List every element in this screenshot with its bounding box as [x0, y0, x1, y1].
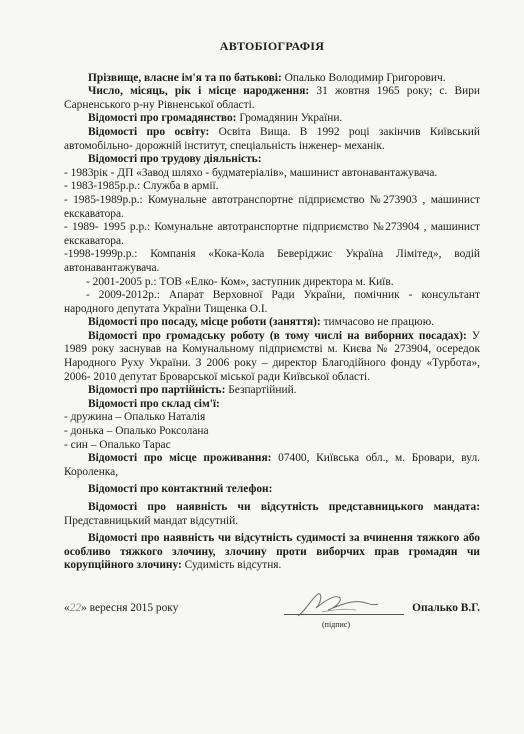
residence-line	[64, 452, 480, 479]
work-label: Відомості про трудову діяльність:	[88, 153, 262, 166]
position-line	[64, 316, 480, 330]
education-value: Освіта Вища. В 1992 році закінчив Київський автомобільно- дорожній інститут, спеціальність інженер- механік.	[64, 125, 480, 152]
public-work-value: У 1989 року заснував на Комунальному підприємстві м. Києва № 273904, осередок Народного Руху України. З 2006 року – директор Благодійного фонду «Турбота», 2006- 2010 депутат Броварської міської ради Київської області.	[64, 329, 480, 383]
signature-block	[64, 596, 480, 632]
position-label: Відомості про посаду, місце роботи (заняття):	[88, 316, 321, 329]
document-title: АВТОБІОГРАФІЯ	[219, 39, 325, 53]
birth-value: 31 жовтня 1965 року; с. Вири Сарненського р-ну Рівненської області.	[64, 85, 480, 111]
work-item: - 1983-1985р.р.: Служба в армії.	[64, 180, 219, 193]
date-rest: » вересня 2015 року	[81, 602, 179, 614]
family-item: - син – Опалько Тарас	[64, 438, 171, 451]
family-heading	[64, 398, 480, 412]
citizenship-value: Громадянин України.	[236, 112, 343, 125]
party-value: Безпартійний.	[225, 384, 297, 397]
party-line	[64, 384, 480, 398]
mandate-label: Відомості про наявність чи відсутність представницького мандата:	[88, 501, 480, 513]
residence-value: 07400, Київська обл., м. Бровари, вул. Короленка,	[64, 452, 480, 478]
date-open: «	[64, 602, 70, 614]
name-line	[64, 72, 480, 86]
mandate-value: Представницький мандат відсутній.	[64, 514, 239, 527]
family-label: Відомості про склад сім'ї:	[88, 397, 220, 410]
citizenship-label: Відомості про громадянство:	[88, 112, 237, 125]
position-value: тимчасово не працюю.	[320, 316, 435, 329]
work-heading	[64, 153, 480, 167]
birth-line	[64, 85, 480, 112]
mandate-line	[64, 501, 480, 528]
phone-line	[64, 483, 480, 497]
family-item: - донька – Опалько Роксолана	[64, 425, 209, 438]
party-label: Відомості про партійність:	[88, 384, 226, 397]
work-item: -1998-1999р.р.: Компанія «Кока-Кола Беверіджис Україна Лімітед», водій автонавантажувача.	[64, 248, 480, 274]
name-label: Прізвище, власне ім'я та по батькові:	[88, 71, 282, 84]
signature-caption: (підпис)	[322, 620, 351, 629]
work-item: - 2009-2012р.: Апарат Верховної Ради України, помічник - консультант народного депутата України Тищенка О.І.	[64, 289, 480, 315]
family-item: - дружина – Опалько Наталія	[64, 411, 206, 424]
handwritten-signature-icon	[292, 590, 382, 620]
conviction-value: Судимість відсутня.	[181, 559, 282, 572]
work-item: - 1985-1989р.р.: Комунальне автотранспортне підприємство №273903 , машинист екскаватора.	[64, 193, 480, 220]
work-item: - 2001-2005 р.: ТОВ «Елко- Ком», заступник директора м. Київ.	[86, 275, 394, 288]
residence-label: Відомості про місце проживання:	[88, 452, 272, 465]
work-item: - 1983рік - ДП «Завод шляхо - будматеріалів», машинист автонавантажувача.	[64, 166, 438, 179]
citizenship-line	[64, 112, 480, 126]
signer-name: Опалько В.Г.	[412, 602, 480, 614]
signature-line	[284, 614, 404, 615]
birth-label: Число, місяць, рік і місце народження:	[88, 85, 310, 98]
work-item: - 1989- 1995 р.р.: Комунальне автотранспортне підприємство №273904 , машинист екскаватора.	[64, 221, 480, 247]
education-label: Відомості про освіту:	[88, 125, 210, 138]
name-value: Опалько Володимир Григорович.	[281, 71, 446, 84]
phone-label: Відомості про контактний телефон:	[88, 483, 273, 496]
conviction-label: Відомості про наявність чи відсутність судимості за вчинення тяжкого або особливо тяжкого злочину, злочину проти виборчих прав громадян чи корупційного злочину:	[64, 532, 480, 572]
education-line	[64, 126, 480, 153]
public-work-label: Відомості про громадську роботу (в тому числі на виборних посадах):	[88, 329, 467, 342]
date-day: 22	[69, 602, 82, 614]
conviction-line	[64, 532, 480, 573]
document-date	[64, 602, 178, 616]
public-work-line	[64, 330, 480, 384]
